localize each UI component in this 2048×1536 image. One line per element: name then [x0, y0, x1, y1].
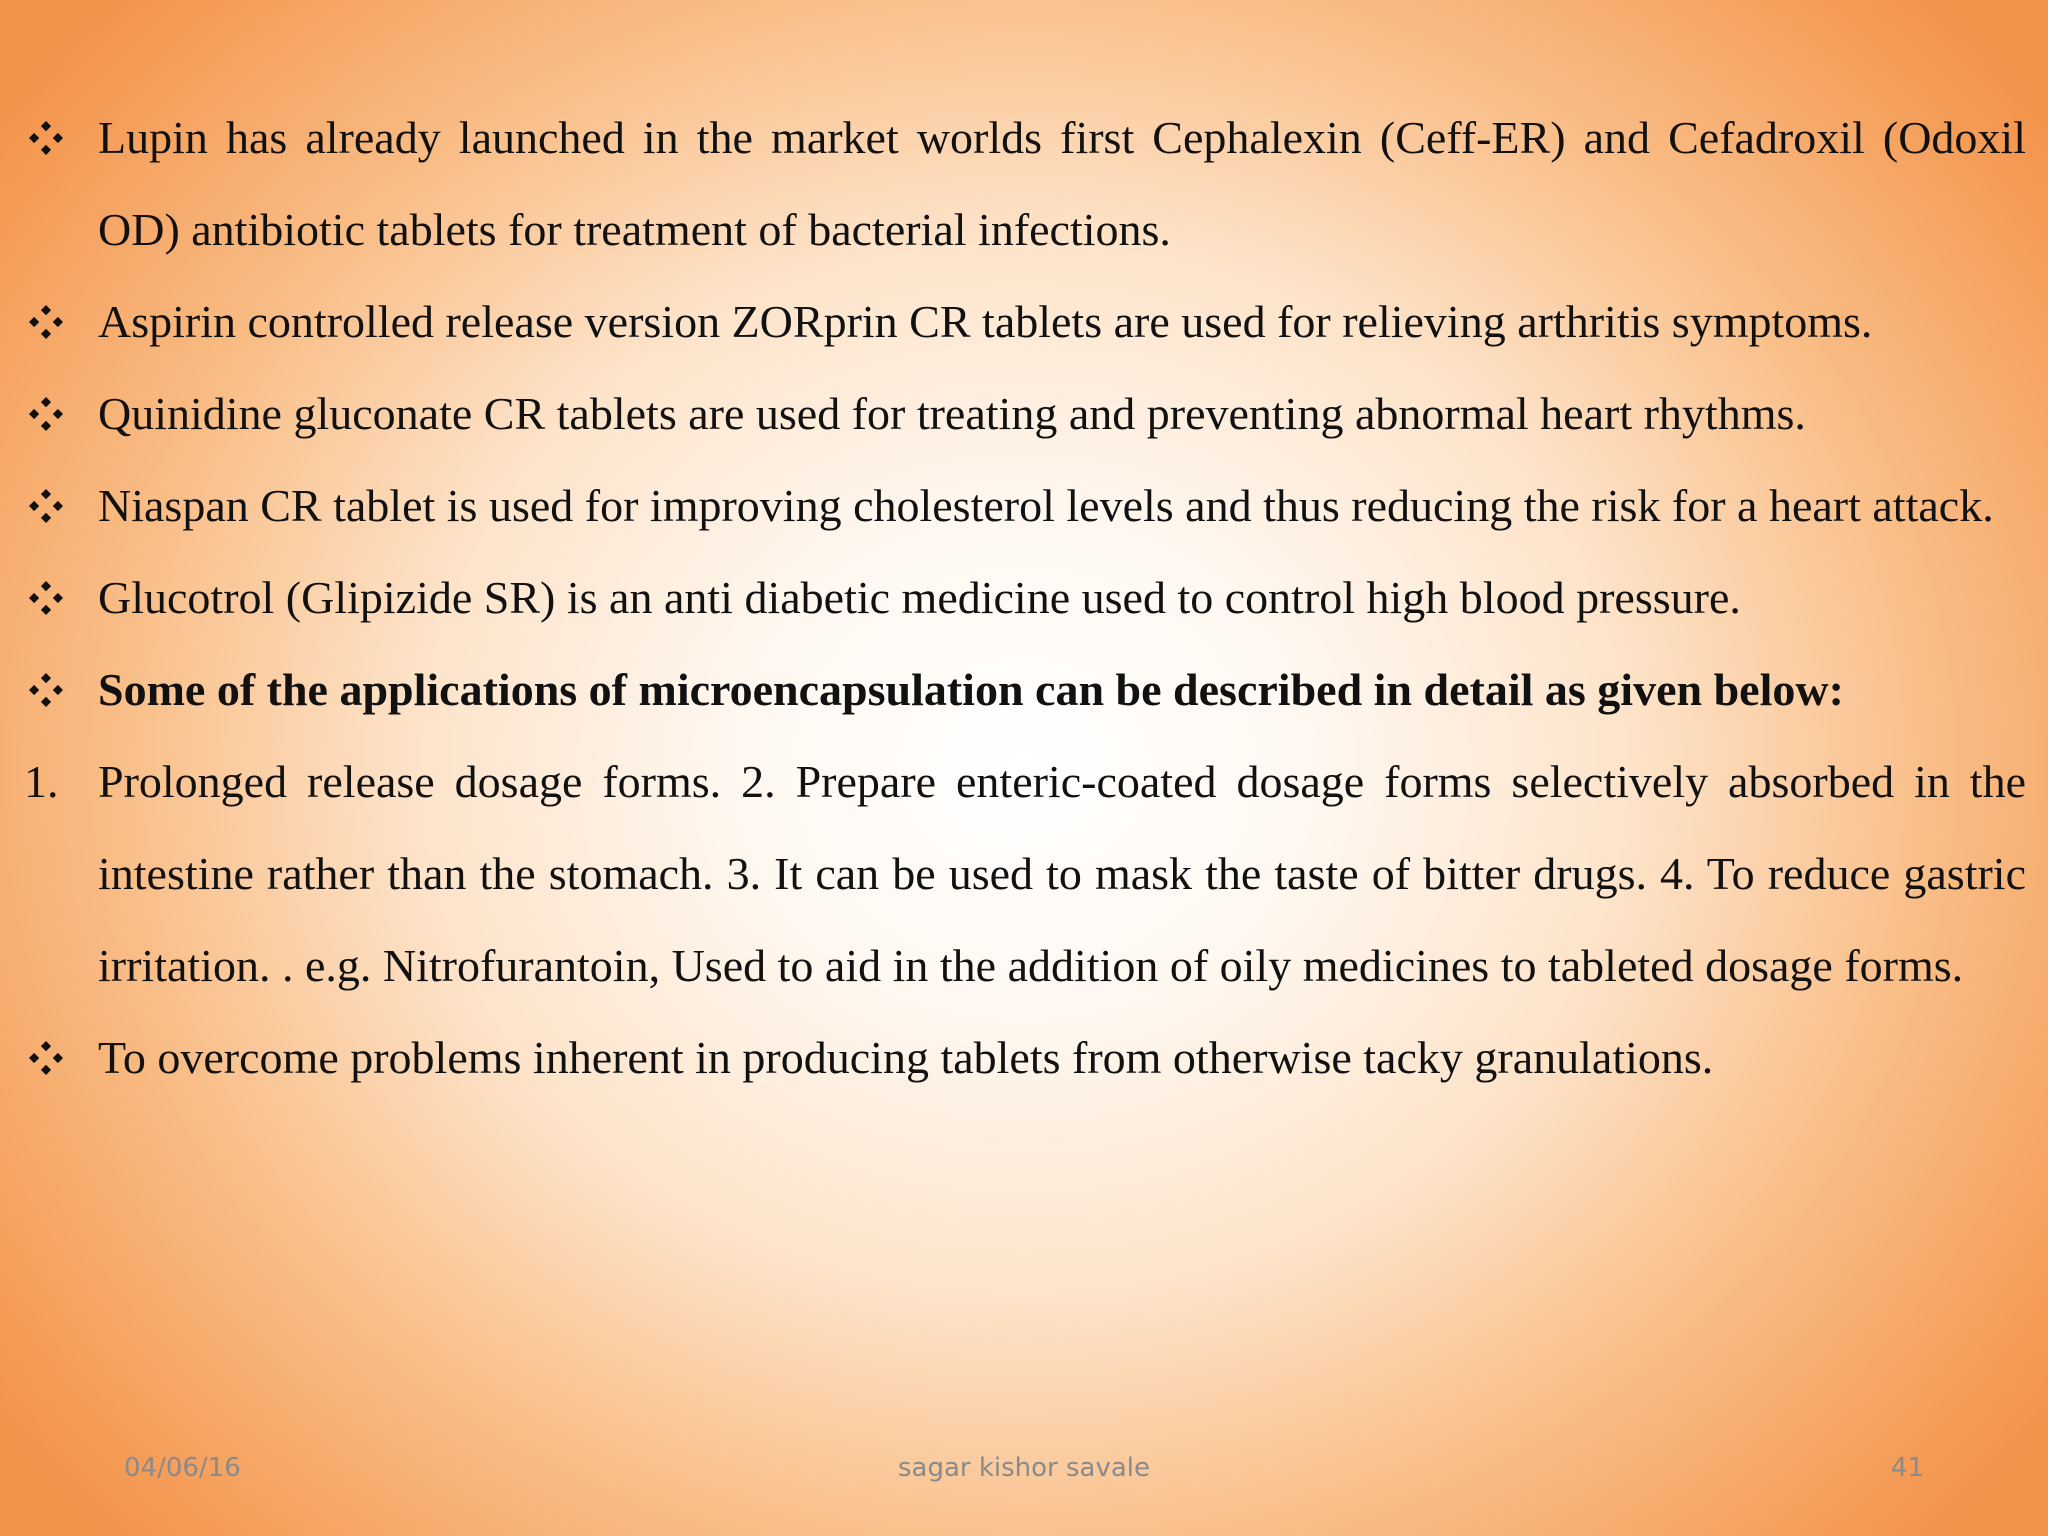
numbered-item — [0, 736, 2026, 1012]
four-diamond-bullet-icon — [24, 1012, 68, 1104]
bullet-text: Some of the applications of microencapsulation can be described in detail as given below: — [98, 664, 1844, 715]
four-diamond-bullet-icon — [24, 92, 68, 184]
bullet-item — [0, 368, 2026, 460]
list-number: 1. — [24, 756, 59, 807]
four-diamond-bullet-icon — [24, 276, 68, 368]
bullet-text: To overcome problems inherent in producing tablets from otherwise tacky granulations. — [98, 1032, 1714, 1083]
footer-author: sagar kishor savale — [897, 1453, 1151, 1483]
bullet-text: Aspirin controlled release version ZORprin CR tablets are used for relieving arthritis symptoms. — [98, 296, 1873, 347]
bullet-text: Glucotrol (Glipizide SR) is an anti diabetic medicine used to control high blood pressure. — [98, 572, 1741, 623]
bullet-item — [0, 460, 2026, 552]
bullet-item — [0, 92, 2026, 276]
bullet-item-heading — [0, 644, 2026, 736]
bullet-item — [0, 276, 2026, 368]
four-diamond-bullet-icon — [24, 460, 68, 552]
numbered-text: Prolonged release dosage forms. 2. Prepare enteric-coated dosage forms selectively absorbed in the intestine rather than the stomach. 3. It can be used to mask the taste of bitter drugs. 4. To reduce gastric irritation. . e.g. Nitrofurantoin, Used to aid in the addition of oily medicines to tableted dosage forms. — [98, 756, 2026, 991]
footer-page-number: 41 — [1890, 1453, 1924, 1483]
four-diamond-bullet-icon — [24, 644, 68, 736]
footer-date: 04/06/16 — [124, 1453, 241, 1483]
bullet-item — [0, 1012, 2026, 1104]
four-diamond-bullet-icon — [24, 552, 68, 644]
slide-content — [0, 92, 2026, 1104]
bullet-text: Quinidine gluconate CR tablets are used for treating and preventing abnormal heart rhythms. — [98, 388, 1806, 439]
bullet-text: Niaspan CR tablet is used for improving cholesterol levels and thus reducing the risk for a heart attack. — [98, 480, 1994, 531]
bullet-text: Lupin has already launched in the market worlds first Cephalexin (Ceff-ER) and Cefadroxil (Odoxil OD) antibiotic tablets for treatment of bacterial infections. — [98, 112, 2026, 255]
four-diamond-bullet-icon — [24, 368, 68, 460]
bullet-item — [0, 552, 2026, 644]
